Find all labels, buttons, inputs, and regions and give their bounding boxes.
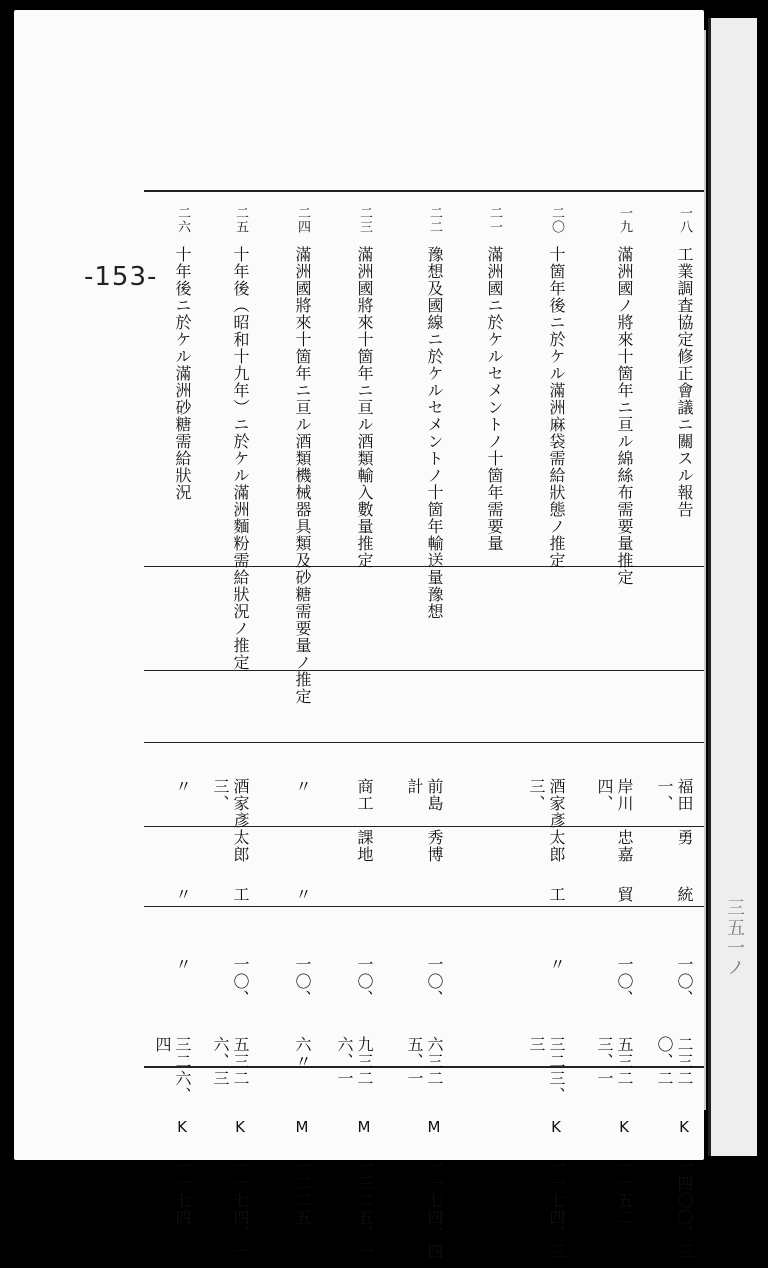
margin-page-number: -153-	[84, 262, 158, 292]
row-unit: K	[615, 1118, 633, 1137]
row-division: 〃	[173, 886, 192, 903]
row-title: 滿洲國ノ將來十箇年ニ亘ル綿絲布需要量推定	[615, 246, 634, 586]
row-number: 一八	[677, 206, 692, 234]
row-unit: K	[231, 1118, 249, 1137]
row-person: 〃	[173, 778, 192, 795]
row-person: 酒家彥太郎三、	[211, 778, 250, 863]
row-division	[334, 886, 374, 946]
row-price: 一一七四、四	[425, 1158, 444, 1260]
row-person: 福田 勇一、	[655, 778, 694, 846]
row-unit: K	[547, 1118, 565, 1137]
row-number: 二一	[487, 206, 502, 234]
row-number: 二二	[427, 206, 442, 234]
row-unit: M	[293, 1118, 311, 1137]
row-person: 前島 秀博計	[405, 778, 444, 863]
bleed-through-text: 三五一ノ	[724, 898, 745, 978]
table-row	[334, 206, 374, 1260]
row-price: 一一七四	[173, 1158, 192, 1226]
row-pages: 九三二六、一	[335, 1036, 374, 1087]
row-price: 一三二五、一	[355, 1158, 374, 1260]
row-person: 酒家彥太郎三、	[527, 778, 566, 863]
row-unit: K	[675, 1118, 693, 1137]
row-title: 滿洲國將來十箇年ニ亘ル酒類機械器具類及砂糖需要量ノ推定	[293, 246, 312, 705]
row-pages: 三二六、四	[153, 1036, 192, 1104]
top-rule	[144, 190, 704, 192]
row-title: 十年後（昭和十九年）ニ於ケル滿洲麵粉需給狀況ノ推定	[231, 246, 250, 671]
document-page	[14, 10, 704, 1260]
row-price: 一一七四、一	[231, 1158, 250, 1260]
table-row	[404, 206, 444, 1260]
row-pages: 三二三、三	[527, 1036, 566, 1104]
row-division: 〃	[293, 886, 312, 903]
table-row	[272, 206, 312, 1226]
row-number: 二三	[357, 206, 372, 234]
row-division: 貿	[615, 886, 634, 903]
row-number: 一九	[617, 206, 632, 234]
row-pages: 五三二六、三	[211, 1036, 250, 1087]
row-person: 〃	[293, 778, 312, 795]
row-amount: 一〇、	[425, 956, 444, 1007]
row-title: 滿洲國ニ於ケルセメントノ十箇年需要量	[485, 246, 504, 552]
table-row	[464, 206, 504, 1076]
row-pages	[464, 1036, 504, 1111]
row-amount: 一〇、	[675, 956, 694, 1007]
row-person: 商工 課地	[355, 778, 374, 863]
row-pages: 五三二三、一	[595, 1036, 634, 1087]
table-row	[594, 206, 634, 1226]
facing-page-edge	[708, 18, 757, 1156]
row-division	[404, 886, 444, 946]
row-unit: M	[355, 1118, 373, 1137]
row-unit	[464, 1118, 504, 1148]
row-amount	[464, 956, 504, 1036]
row-pages: 六〃	[293, 1036, 312, 1070]
row-unit: K	[173, 1118, 191, 1137]
row-number: 二四	[295, 206, 310, 234]
gutter-line	[704, 30, 706, 1110]
row-title: 工業調査協定修正會議ニ關スル報告	[675, 246, 694, 518]
row-price: 一四〇〇、三	[675, 1158, 694, 1260]
row-price: 一二二五	[293, 1158, 312, 1226]
row-amount: 一〇、	[615, 956, 634, 1007]
row-division: 工	[547, 886, 566, 903]
table-row	[526, 206, 566, 1260]
row-price: 一一五二	[615, 1158, 634, 1226]
row-person: 岸川 忠嘉四、	[595, 778, 634, 863]
row-person	[464, 778, 504, 878]
row-amount: 一〇、	[231, 956, 250, 1007]
row-division: 工	[231, 886, 250, 903]
table-row	[654, 206, 694, 1260]
row-title: 滿洲國將來十箇年ニ亘ル酒類輸入數量推定	[355, 246, 374, 569]
row-amount: 一〇、	[293, 956, 312, 1007]
row-title: 豫想及國線ニ於ケルセメントノ十箇年輸送量豫想	[425, 246, 444, 620]
row-number: 二〇	[549, 206, 564, 234]
row-amount: 一〇、	[355, 956, 374, 1007]
table-row	[152, 206, 192, 1226]
row-division: 統	[675, 886, 694, 903]
row-number: 二六	[175, 206, 190, 234]
row-division	[464, 886, 504, 946]
row-pages: 二三二〇、二	[655, 1036, 694, 1087]
row-pages: 六三二五、一	[405, 1036, 444, 1087]
row-price	[464, 1158, 504, 1268]
row-title: 十年後ニ於ケル滿洲砂糖需給狀況	[173, 246, 192, 501]
table-row	[210, 206, 250, 1260]
row-amount: 〃	[173, 956, 192, 973]
row-price: 一一七四、三	[547, 1158, 566, 1260]
row-unit: M	[425, 1118, 443, 1137]
row-number: 二五	[233, 206, 248, 234]
row-title: 十箇年後ニ於ケル滿洲麻袋需給狀態ノ推定	[547, 246, 566, 569]
row-amount: 〃	[547, 956, 566, 973]
